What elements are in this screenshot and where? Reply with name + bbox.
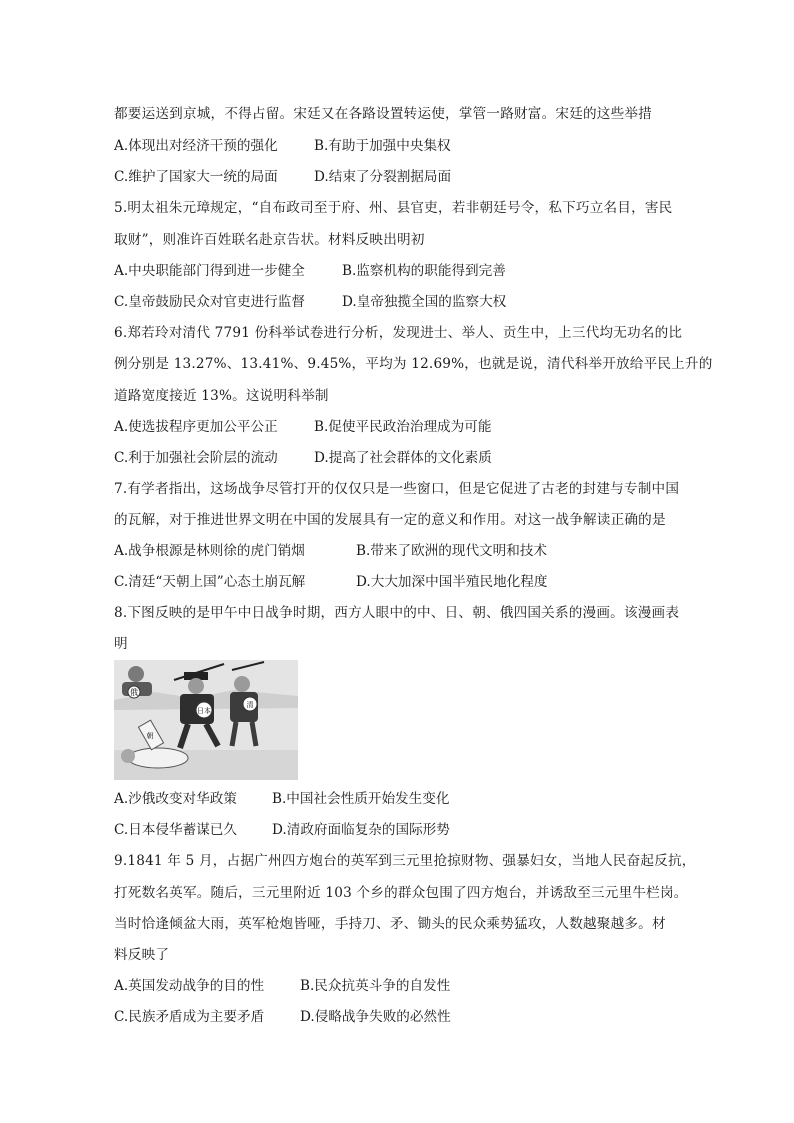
cartoon-illustration xyxy=(114,660,298,780)
q7-option-c: C.清廷“天朝上国”心态土崩瓦解 xyxy=(114,574,306,590)
q9-option-b: B.民众抗英斗争的自发性 xyxy=(300,978,451,994)
q4-option-c: C.维护了国家大一统的局面 xyxy=(114,169,278,185)
q5-option-c: C.皇帝鼓励民众对官吏进行监督 xyxy=(114,294,305,310)
q6-stem-line2: 例分别是 13.27%、13.41%、9.45%，平均为 12.69%，也就是说，清代科举开放给平民上升的 xyxy=(114,356,713,372)
q8-option-d: D.清政府面临复杂的国际形势 xyxy=(272,822,450,838)
q6-option-a: A.使选拔程序更加公平公正 xyxy=(114,419,278,435)
q9-stem-line4: 料反映了 xyxy=(114,947,170,963)
q9-option-d: D.侵略战争失败的必然性 xyxy=(300,1009,451,1025)
q5-option-a: A.中央职能部门得到进一步健全 xyxy=(114,263,305,279)
q5-stem-line1: 5.明太祖朱元璋规定，“自布政司至于府、州、县官吏，若非朝廷号令，私下巧立名目，害民 xyxy=(114,200,673,216)
q6-stem-line3: 道路宽度接近 13%。这说明科举制 xyxy=(114,388,329,404)
label-japan: 日本 xyxy=(197,707,211,715)
q8-stem-line2: 明 xyxy=(114,636,128,652)
q8-stem-line1: 8.下图反映的是甲午中日战争时期，西方人眼中的中、日、朝、俄四国关系的漫画。该漫画表 xyxy=(114,605,680,621)
q6-option-c: C.利于加强社会阶层的流动 xyxy=(114,450,278,466)
q8-option-c: C.日本侵华蓄谋已久 xyxy=(114,822,237,838)
q7-option-b: B.带来了欧洲的现代文明和技术 xyxy=(356,543,548,559)
q7-option-a: A.战争根源是林则徐的虎门销烟 xyxy=(114,543,305,559)
q8-option-a: A.沙俄改变对华政策 xyxy=(114,791,237,807)
q4-option-b: B.有助于加强中央集权 xyxy=(314,138,451,154)
q4-option-d: D.结束了分裂割据局面 xyxy=(314,169,452,185)
q4-option-a: A.体现出对经济干预的强化 xyxy=(114,138,278,154)
q4-stem-tail: 都要运送到京城，不得占留。宋廷又在各路设置转运使，掌管一路财富。宋廷的这些举措 xyxy=(114,106,652,122)
q7-stem-line2: 的瓦解，对于推进世界文明在中国的发展具有一定的意义和作用。对这一战争解读正确的是 xyxy=(114,512,666,528)
q7-option-d: D.大大加深中国半殖民地化程度 xyxy=(356,574,548,590)
q6-option-b: B.促使平民政治治理成为可能 xyxy=(314,419,492,435)
q9-option-c: C.民族矛盾成为主要矛盾 xyxy=(114,1009,265,1025)
cartoon-image xyxy=(114,660,298,780)
q5-stem-line2: 取财”，则准许百姓联名赴京告状。材料反映出明初 xyxy=(114,232,425,248)
q8-option-b: B.中国社会性质开始发生变化 xyxy=(272,791,450,807)
q5-option-b: B.监察机构的职能得到完善 xyxy=(342,263,506,279)
label-russia: 俄 xyxy=(130,688,138,697)
q9-stem-line1: 9.1841 年 5 月，占据广州四方炮台的英军到三元里抢掠财物、强暴妇女，当地人民奋起反抗， xyxy=(114,853,696,869)
q5-option-d: D.皇帝独揽全国的监察大权 xyxy=(342,294,507,310)
q7-stem-line1: 7.有学者指出，这场战争尽管打开的仅仅只是一些窗口，但是它促进了古老的封建与专制中国 xyxy=(114,481,680,497)
label-qing: 清 xyxy=(246,701,254,709)
q9-option-a: A.英国发动战争的目的性 xyxy=(114,978,265,994)
q9-stem-line2: 打死数名英军。随后，三元里附近 103 个乡的群众包围了四方炮台，并诱敌至三元里牛栏岗。 xyxy=(114,885,688,901)
q6-stem-line1: 6.郑若玲对清代 7791 份科举试卷进行分析，发现进士、举人、贡生中，上三代均无功名的比 xyxy=(114,325,683,341)
q6-option-d: D.提高了社会群体的文化素质 xyxy=(314,450,492,466)
label-korea: 朝 xyxy=(146,732,154,740)
q9-stem-line3: 当时恰逢倾盆大雨，英军枪炮皆哑，手持刀、矛、锄头的民众乘势猛攻，人数越聚越多。材 xyxy=(114,916,666,932)
